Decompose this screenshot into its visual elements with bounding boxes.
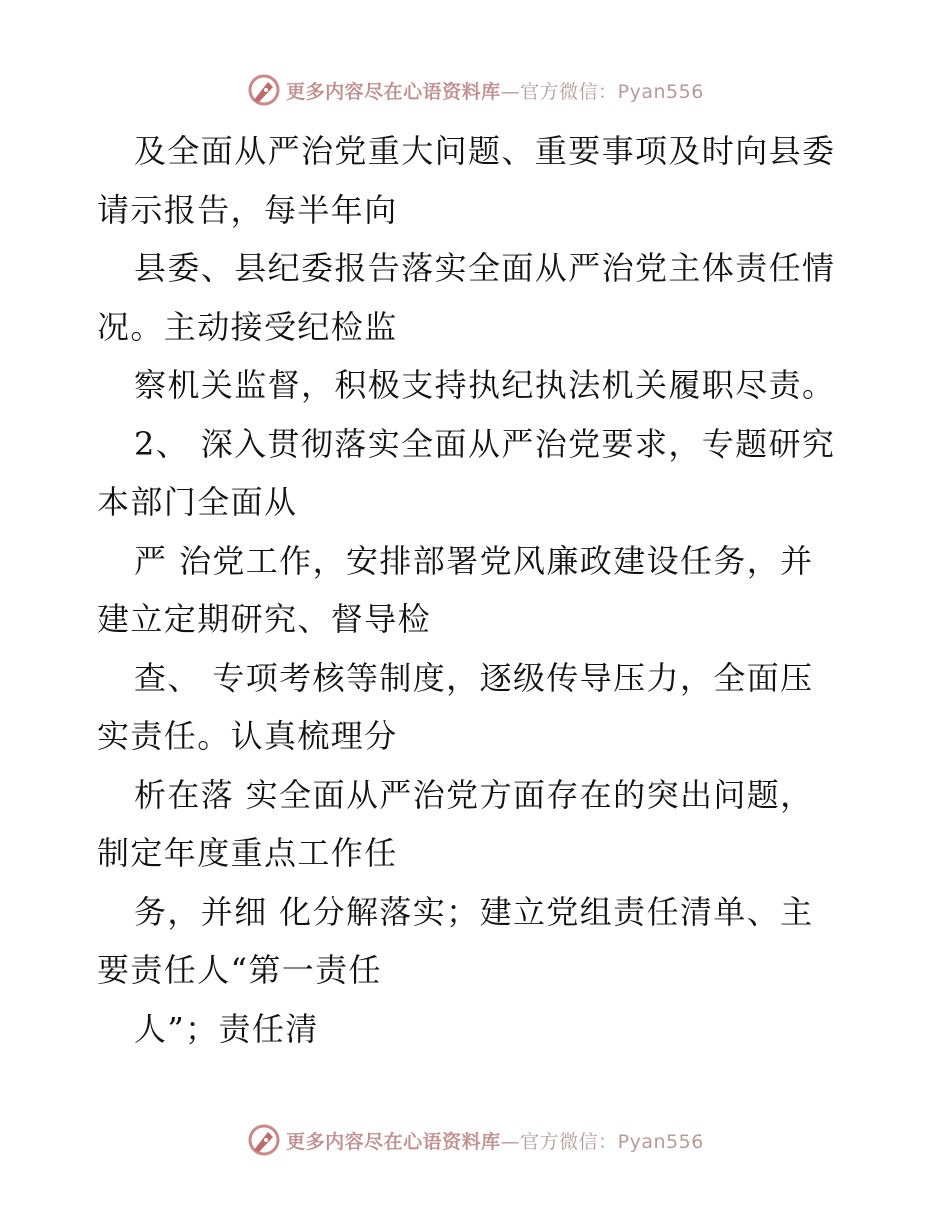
paragraph-3 xyxy=(97,356,857,415)
paragraph-7 xyxy=(97,766,857,883)
paragraph-line: 析在落 实全面从严治党方面存在的突出问题， xyxy=(134,775,814,814)
watermark-text xyxy=(286,77,704,104)
paragraph-9 xyxy=(97,1000,857,1059)
paragraph-1 xyxy=(97,122,857,239)
watermark-suffix: —官方微信：Pyan556 xyxy=(500,1130,704,1153)
paragraph-line: 建立定期研究、督导检 xyxy=(97,600,432,638)
paragraph-line: 本部门全面从 xyxy=(97,483,298,521)
paragraph-2 xyxy=(97,239,857,356)
paragraph-line: 人”；责任清 xyxy=(134,1009,319,1048)
paragraph-line: 严 治党工作，安排部署党风廉政建设任务，并 xyxy=(134,541,814,580)
paragraph-line: 制定年度重点工作任 xyxy=(97,834,398,872)
footer-watermark xyxy=(0,1120,950,1160)
paragraph-line: 查、 专项考核等制度，逐级传导压力，全面压 xyxy=(134,658,814,697)
paragraph-line: 况。主动接受纪检监 xyxy=(97,307,398,346)
paragraph-line: 及全面从严治党重大问题、重要事项及时向县委 xyxy=(134,132,836,170)
paragraph-line: 务，并细 化分解落实；建立党组责任清单、主 xyxy=(134,892,814,931)
watermark-text xyxy=(286,1127,704,1154)
paragraph-line: 2、 深入贯彻落实全面从严治党要求，专题研究 xyxy=(134,424,836,463)
paragraph-line: 察机关监督，积极支持执纪执法机关履职尽责。 xyxy=(134,366,836,404)
paragraph-line: 实责任。认真梳理分 xyxy=(97,717,398,755)
watermark-suffix: —官方微信：Pyan556 xyxy=(500,80,704,103)
watermark-brand: 更多内容尽在心语资料库 xyxy=(286,80,501,103)
paragraph-5 xyxy=(97,532,857,649)
paragraph-line: 要责任人“第一责任 xyxy=(97,951,382,989)
paragraph-line: 请示报告，每半年向 xyxy=(97,190,398,229)
watermark-brand: 更多内容尽在心语资料库 xyxy=(286,1130,501,1153)
header-watermark xyxy=(0,70,950,110)
paragraph-4 xyxy=(97,415,857,532)
paragraph-8 xyxy=(97,883,857,1000)
pen-nib-circle-icon xyxy=(246,72,282,108)
document-body xyxy=(97,122,857,1058)
paragraph-6 xyxy=(97,649,857,766)
paragraph-line: 县委、县纪委报告落实全面从严治党主体责任情 xyxy=(134,249,836,287)
pen-nib-circle-icon xyxy=(246,1122,282,1158)
